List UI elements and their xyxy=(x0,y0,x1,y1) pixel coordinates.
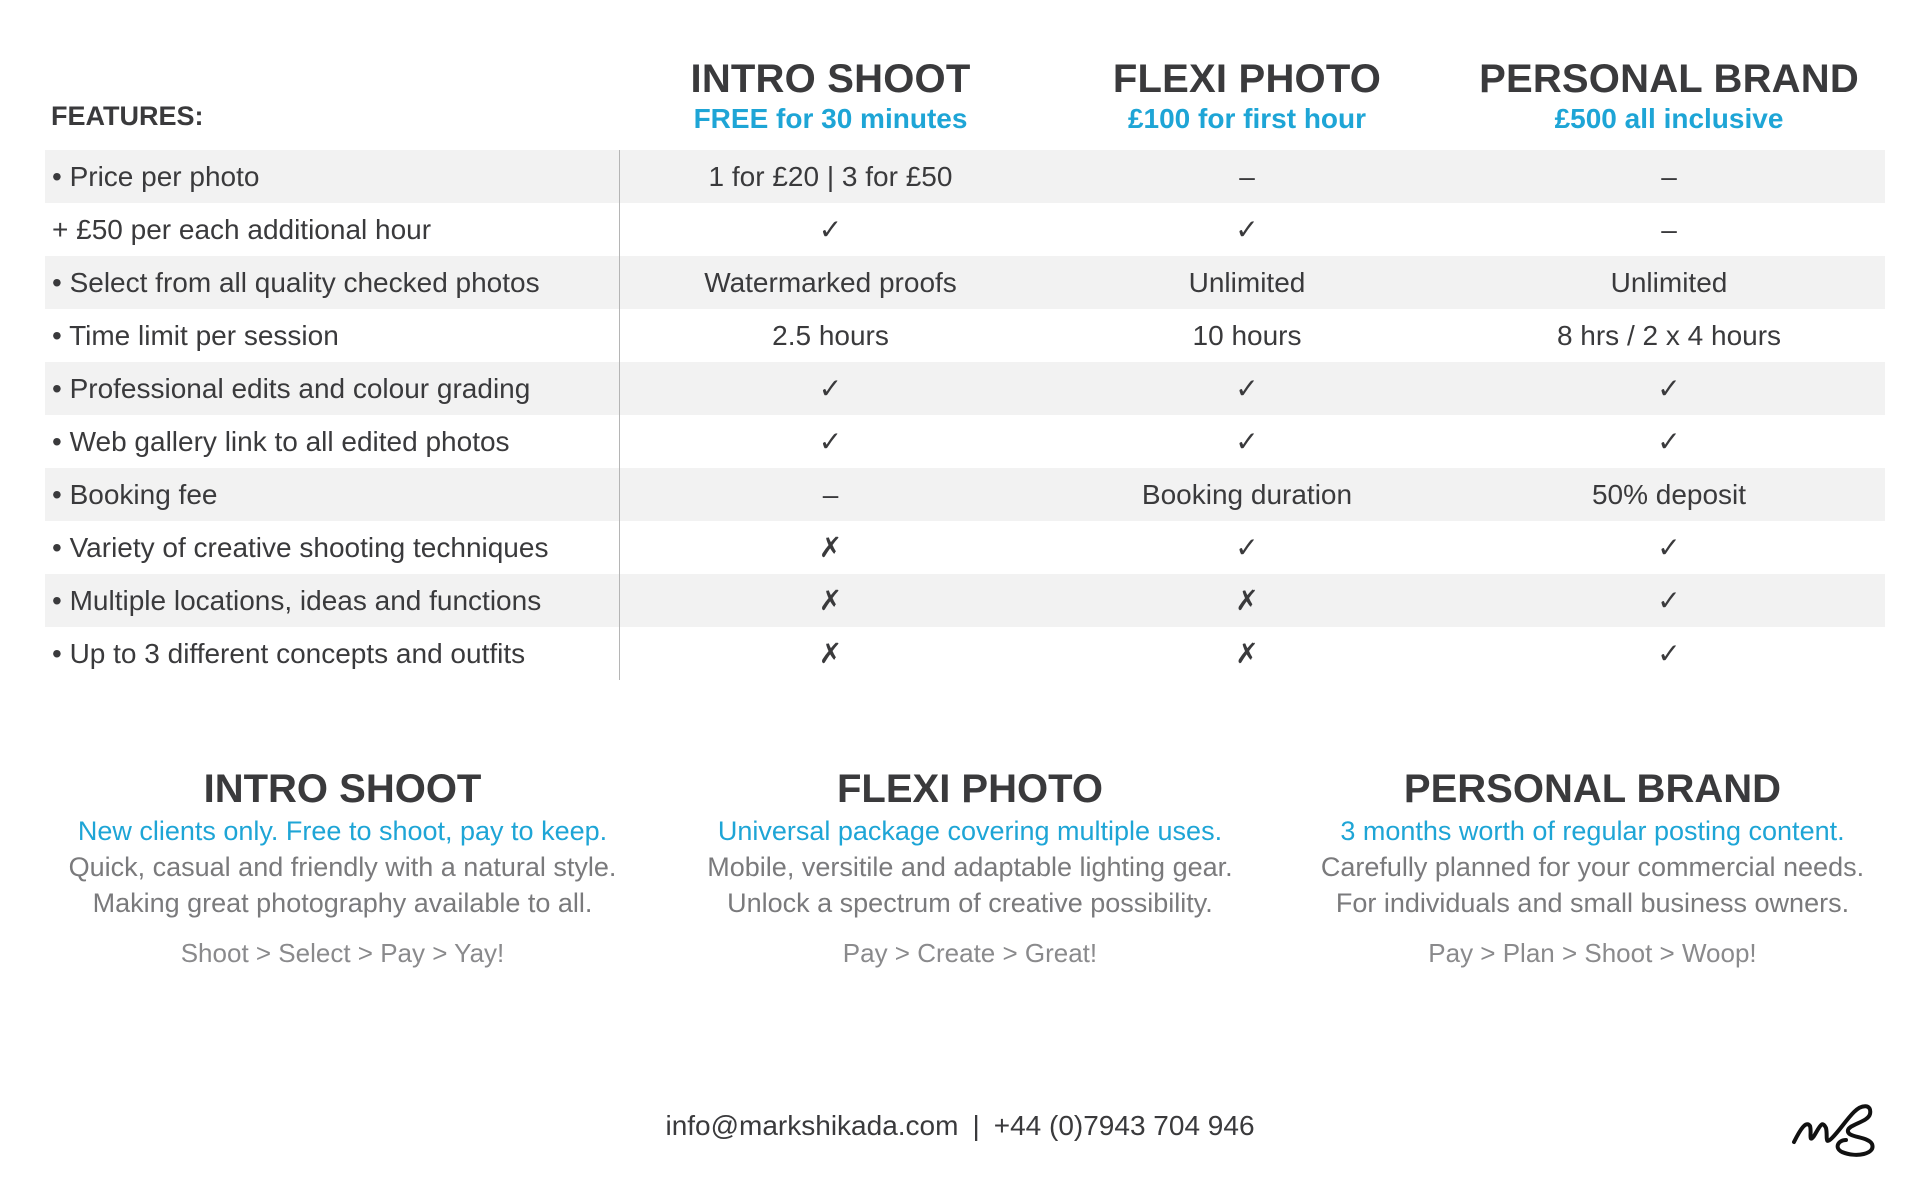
signature-logo-icon xyxy=(1790,1090,1880,1160)
package-price: £100 for first hour xyxy=(1127,103,1367,134)
feature-label: • Select from all quality checked photos xyxy=(45,256,620,309)
header-intro-shoot xyxy=(620,56,1041,150)
description-title: FLEXI PHOTO xyxy=(836,767,1103,811)
brand-value: Unlimited xyxy=(1610,267,1728,298)
check-icon: ✓ xyxy=(1657,425,1681,458)
table-row xyxy=(45,309,1885,362)
table-row xyxy=(45,574,1885,627)
phone-link[interactable]: +44 (0)7943 704 946 xyxy=(993,1110,1255,1141)
intro-value: 1 for £20 | 3 for £50 xyxy=(708,161,953,192)
header-personal-brand xyxy=(1453,56,1885,150)
table-row xyxy=(45,468,1885,521)
cross-icon: ✗ xyxy=(818,637,843,670)
description-intro-shoot xyxy=(30,765,655,971)
description-line: Quick, casual and friendly with a natural style. xyxy=(68,852,617,882)
feature-label: + £50 per each additional hour xyxy=(45,203,620,256)
description-line: For individuals and small business owners. xyxy=(1335,888,1850,918)
flexi-value: – xyxy=(1239,161,1255,192)
table-row xyxy=(45,362,1885,415)
cross-icon: ✗ xyxy=(1235,584,1259,617)
description-tagline: New clients only. Free to shoot, pay to keep. xyxy=(77,816,608,846)
check-icon: ✓ xyxy=(1657,531,1681,564)
description-personal-brand xyxy=(1285,765,1900,971)
brand-value: – xyxy=(1661,161,1677,192)
features-label: FEATURES: xyxy=(51,101,204,131)
dash-icon: – xyxy=(822,479,839,510)
check-icon: ✓ xyxy=(1235,213,1259,246)
table-row xyxy=(45,521,1885,574)
cross-icon: ✗ xyxy=(818,531,843,564)
table-row xyxy=(45,256,1885,309)
package-descriptions xyxy=(30,765,1900,971)
description-tagline: Universal package covering multiple uses. xyxy=(717,816,1223,846)
feature-label: • Variety of creative shooting techniques xyxy=(45,521,620,574)
feature-rows xyxy=(45,150,1885,680)
feature-label: • Professional edits and colour grading xyxy=(45,362,620,415)
description-line: Unlock a spectrum of creative possibility. xyxy=(727,888,1213,918)
check-icon: ✓ xyxy=(1657,372,1681,405)
description-flow: Shoot > Select > Pay > Yay! xyxy=(180,938,505,968)
check-icon: ✓ xyxy=(818,425,843,458)
table-header xyxy=(45,50,1885,150)
package-price: FREE for 30 minutes xyxy=(693,103,968,134)
package-name: PERSONAL BRAND xyxy=(1479,57,1859,101)
pricing-table xyxy=(45,50,1885,680)
cross-icon: ✗ xyxy=(1235,637,1259,670)
header-flexi-photo xyxy=(1041,56,1453,150)
email-link[interactable]: info@markshikada.com xyxy=(665,1110,959,1141)
description-title: INTRO SHOOT xyxy=(203,767,482,811)
contact-footer xyxy=(0,1110,1920,1142)
check-icon: ✓ xyxy=(1235,531,1259,564)
feature-label: • Booking fee xyxy=(45,468,620,521)
description-line: Making great photography available to all. xyxy=(92,888,593,918)
feature-label: • Multiple locations, ideas and functions xyxy=(45,574,620,627)
brand-value: 8 hrs / 2 x 4 hours xyxy=(1556,320,1782,351)
feature-label: • Web gallery link to all edited photos xyxy=(45,415,620,468)
description-flow: Pay > Plan > Shoot > Woop! xyxy=(1428,938,1757,968)
dash-icon: – xyxy=(1661,214,1677,245)
table-row xyxy=(45,203,1885,256)
feature-label: • Up to 3 different concepts and outfits xyxy=(45,627,620,680)
description-flexi-photo xyxy=(655,765,1285,971)
table-row xyxy=(45,415,1885,468)
description-tagline: 3 months worth of regular posting content. xyxy=(1340,816,1845,846)
feature-label: • Price per photo xyxy=(45,150,620,203)
table-row xyxy=(45,150,1885,203)
intro-value: Watermarked proofs xyxy=(704,267,957,298)
check-icon: ✓ xyxy=(818,213,843,246)
check-icon: ✓ xyxy=(1657,584,1681,617)
flexi-value: Booking duration xyxy=(1141,479,1353,510)
cross-icon: ✗ xyxy=(818,584,843,617)
description-line: Mobile, versitile and adaptable lighting gear. xyxy=(707,852,1233,882)
table-row xyxy=(45,627,1885,680)
description-title: PERSONAL BRAND xyxy=(1403,767,1781,811)
package-name: FLEXI PHOTO xyxy=(1112,57,1382,101)
check-icon: ✓ xyxy=(1235,372,1259,405)
check-icon: ✓ xyxy=(1657,637,1681,670)
intro-value: 2.5 hours xyxy=(772,320,889,351)
check-icon: ✓ xyxy=(1235,425,1259,458)
brand-value: 50% deposit xyxy=(1591,479,1747,510)
flexi-value: Unlimited xyxy=(1188,267,1306,298)
feature-label: • Time limit per session xyxy=(45,309,620,362)
description-flow: Pay > Create > Great! xyxy=(842,938,1098,968)
contact-separator: | xyxy=(972,1110,980,1141)
package-name: INTRO SHOOT xyxy=(690,57,971,101)
package-price: £500 all inclusive xyxy=(1554,103,1784,134)
check-icon: ✓ xyxy=(818,372,843,405)
flexi-value: 10 hours xyxy=(1192,320,1302,351)
description-line: Carefully planned for your commercial needs. xyxy=(1320,852,1865,882)
